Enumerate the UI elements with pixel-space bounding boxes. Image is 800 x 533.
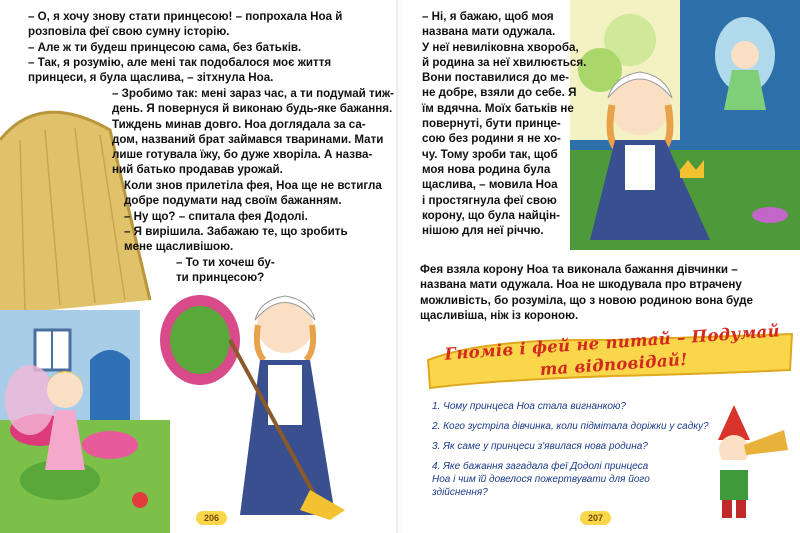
left-text-block-3 (124, 178, 382, 254)
page-number-right: 207 (580, 511, 611, 525)
text-line: моя нова родина була (422, 162, 551, 176)
text-line: – Ні, я бажаю, щоб моя (422, 10, 554, 23)
text-line: Тиждень минав довго. Ноа доглядала за са- (112, 117, 366, 131)
text-line: Фея взяла корону Ноа та виконала бажання дівчинки – (420, 263, 738, 276)
text-line: нішою для неї річчю. (422, 224, 544, 238)
question-line: 4. Яке бажання загадала феї Додолі принцеса (432, 461, 649, 472)
text-line: – Так, я розумію, але мені так подобалося моє життя (28, 55, 332, 69)
text-line: Вони поставилися до ме- (422, 71, 570, 85)
text-line: день. Я повернуся й виконаю будь-яке бажання. (112, 102, 393, 116)
left-page (0, 0, 398, 533)
question-line: Ноа і чим їй довелося пожертвувати для його (432, 474, 650, 485)
fairy-illustration (0, 360, 120, 500)
question-line: 2. Кого зустріла дівчинка, коли підмітала доріжки у садку? (432, 421, 709, 432)
text-line: ти принцесою? (176, 271, 265, 285)
text-line: принцеси, я була щаслива, – зітхнула Ноа. (28, 71, 274, 85)
text-line: – О, я хочу знову стати принцесою! – попрохала Ноа й (28, 10, 343, 23)
question-line: 1. Чому принцеса Ноа стала вигнанкою? (432, 401, 626, 412)
text-line: повернуті, бути принце- (422, 117, 561, 131)
question-line: 3. Як саме у принцеси з'явилася нова родина? (432, 441, 648, 452)
text-line: розповіла феї свою сумну історію. (28, 25, 230, 39)
text-line: Коли знов прилетіла фея, Ноа ще не встигла (124, 179, 382, 192)
text-line: – Але ж ти будеш принцесою сама, без батьків. (28, 40, 302, 54)
right-text-block-2 (420, 262, 753, 323)
question-line: здійснення? (432, 487, 488, 498)
text-line: ний батько продавав урожай. (112, 163, 283, 177)
text-line: мене щасливішою. (124, 240, 234, 254)
text-line: названа мати одужала. (422, 25, 556, 39)
noa-kneeling-illustration (570, 0, 800, 250)
text-line: У неї невиліковна хвороба, (422, 40, 579, 54)
right-text-block-1 (422, 9, 586, 238)
text-line: й родина за неї хвилюється. (422, 55, 587, 69)
text-line: – Я вирішила. Забажаю те, що зробить (124, 224, 348, 238)
text-line: можливість, бо розуміла, що з новою родиною вона буде (420, 293, 753, 307)
left-text-block-2 (112, 86, 394, 178)
right-page (402, 0, 800, 533)
questions-banner-title: Гномів і фей не питай – Подумай та відповідай! (444, 321, 781, 380)
question-2 (432, 420, 709, 433)
text-line: щасливіша, ніж із короною. (420, 308, 579, 322)
question-4 (432, 460, 650, 499)
text-line: їм вдячна. Моїх батьків не (422, 101, 574, 115)
text-line: і простягнула феї свою (422, 193, 557, 207)
page-number-left: 206 (196, 511, 227, 525)
text-line: корону, що була найцін- (422, 208, 560, 222)
text-line: добре подумати над своїм бажанням. (124, 194, 342, 208)
text-line: названа мати одужала. Ноа не шкодувала про втрачену (420, 278, 742, 292)
text-line: сою без родини я не хо- (422, 132, 561, 146)
noa-sweeping-illustration (160, 280, 360, 520)
text-line: – Зробимо так: мені зараз час, а ти подумай тиж- (112, 87, 394, 100)
text-line: не добре, взяли до себе. Я (422, 86, 577, 100)
text-line: дом, названий брат займався тваринами. Мати (112, 132, 384, 146)
left-text-block-4 (176, 255, 275, 286)
text-line: – То ти хочеш бу- (176, 256, 275, 269)
text-line: чу. Тому зроби так, щоб (422, 147, 558, 161)
text-line: щаслива, – мовила Ноа (422, 178, 558, 192)
question-3 (432, 440, 648, 453)
text-line: – Ну що? – спитала фея Додолі. (124, 209, 308, 223)
text-line: лише готувала їжу, бо дуже хворіла. А назва- (112, 148, 373, 162)
left-text-block-1 (28, 9, 342, 85)
question-1 (432, 400, 626, 413)
gnome-with-horn-illustration (684, 400, 794, 525)
